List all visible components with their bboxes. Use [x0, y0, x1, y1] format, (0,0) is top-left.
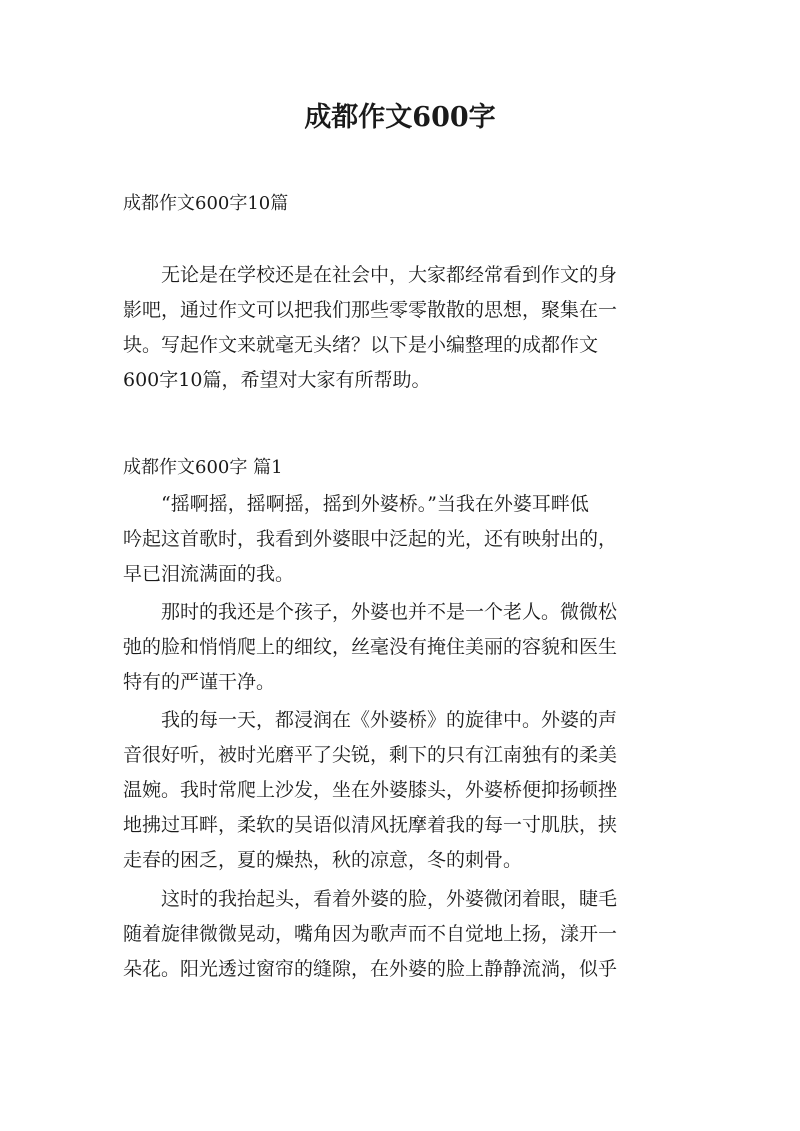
- paragraph-line: 地拂过耳畔，柔软的吴语似清风抚摩着我的每一寸肌肤，挟: [123, 814, 618, 836]
- paragraph-line: 特有的严谨干净。: [123, 671, 276, 693]
- body-paragraph: [123, 882, 683, 987]
- paragraph-line: 那时的我还是个孩子，外婆也并不是一个老人。微微松: [161, 601, 618, 623]
- paragraph-line: 随着旋律微微晃动，嘴角因为歌声而不自觉地上扬，漾开一: [123, 923, 618, 945]
- body-paragraph: [123, 595, 683, 700]
- body-paragraph: [123, 703, 683, 878]
- paragraph-line: 早已泪流满面的我。: [123, 563, 295, 585]
- paragraph-line: 音很好听，被时光磨平了尖锐，剩下的只有江南独有的柔美: [123, 744, 618, 766]
- paragraph-line: 吟起这首歌时，我看到外婆眼中泛起的光，还有映射出的，: [123, 528, 618, 550]
- intro-line: 无论是在学校还是在社会中，大家都经常看到作文的身: [161, 264, 618, 286]
- intro-line: 600字10篇，希望对大家有所帮助。: [123, 369, 431, 391]
- intro-line: 影吧，通过作文可以把我们那些零零散散的思想，聚集在一: [123, 299, 618, 321]
- intro-paragraph: [123, 258, 683, 398]
- paragraph-line: 走春的困乏，夏的燥热，秋的凉意，冬的刺骨。: [123, 849, 523, 871]
- document-title: 成都作文600字: [304, 102, 496, 133]
- section-heading: 成都作文600字 篇1: [123, 457, 283, 478]
- paragraph-line: 温婉。我时常爬上沙发，坐在外婆膝头，外婆桥便抑扬顿挫: [123, 779, 618, 801]
- intro-line: 块。写起作文来就毫无头绪？以下是小编整理的成都作文: [123, 334, 599, 356]
- document-subtitle: 成都作文600字10篇: [123, 193, 289, 214]
- paragraph-line: 朵花。阳光透过窗帘的缝隙，在外婆的脸上静静流淌，似乎: [123, 958, 618, 980]
- paragraph-line: 这时的我抬起头，看着外婆的脸，外婆微闭着眼，睫毛: [161, 888, 618, 910]
- body-paragraph: [123, 487, 683, 592]
- paragraph-line: 弛的脸和悄悄爬上的细纹，丝毫没有掩住美丽的容貌和医生: [123, 636, 618, 658]
- paragraph-line: 我的每一天，都浸润在《外婆桥》的旋律中。外婆的声: [161, 709, 618, 731]
- paragraph-line: “摇啊摇，摇啊摇，摇到外婆桥。”当我在外婆耳畔低: [161, 493, 589, 515]
